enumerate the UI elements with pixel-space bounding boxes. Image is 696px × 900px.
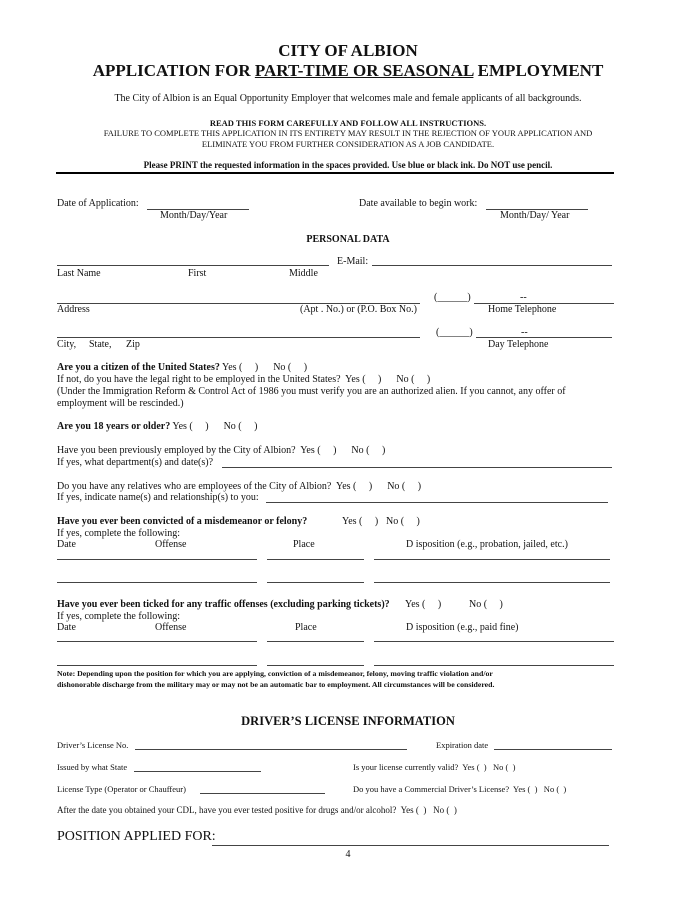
day-phone-dash: -- [521, 327, 528, 338]
date-available-hint: Month/Day/ Year [500, 210, 570, 221]
date-available-label: Date available to begin work: [359, 198, 478, 209]
traffic-row-1-offense[interactable] [85, 641, 257, 642]
zip-label: Zip [126, 339, 140, 350]
form-title: CITY OF ALBION [278, 41, 418, 60]
irca-note-line-1: (Under the Immigration Reform & Control Act of 1986 you must verify you are an authorized alien. If you cannot, any offer of [57, 386, 566, 397]
home-phone-dash: -- [520, 292, 527, 303]
day-phone-label: Day Telephone [488, 339, 549, 350]
last-name-label: Last Name [57, 268, 101, 279]
city-state-zip-field[interactable] [57, 337, 420, 338]
conviction-col-place: Place [293, 539, 315, 550]
middle-name-label: Middle [289, 268, 318, 279]
note-line-2: dishonorable discharge from the military may or may not be an automatic bar to employment. All circumstances will be considered. [57, 680, 495, 689]
warning-line-2: ELIMINATE YOU FROM FURTHER CONSIDERATION AS A JOB CANDIDATE. [201, 139, 495, 149]
age-options[interactable]: Yes ( ) No ( ) [172, 421, 258, 432]
traffic-col-disposition: D isposition (e.g., paid fine) [406, 622, 519, 633]
age-question [57, 421, 257, 432]
conviction-row-1-place[interactable] [267, 559, 364, 560]
date-of-application-hint: Month/Day/Year [160, 210, 228, 221]
traffic-col-date: Date [57, 622, 76, 633]
city-label: City, [57, 339, 77, 350]
instructions-heading: READ THIS FORM CAREFULLY AND FOLLOW ALL INSTRUCTIONS. [209, 118, 487, 128]
apt-label: (Apt . No.) or (P.O. Box No.) [300, 304, 417, 315]
header-divider [56, 172, 614, 174]
personal-data-heading: PERSONAL DATA [306, 234, 390, 245]
form-subtitle [0, 61, 696, 81]
traffic-row-1-disposition[interactable] [374, 641, 614, 642]
note-line-1: Note: Depending upon the position for which you are applying, conviction of a misdemeanor, felony, moving traffic violation and/or [57, 669, 493, 678]
citizen-question-text: Are you a citizen of the United States? [57, 362, 220, 373]
legal-right-question[interactable]: If not, do you have the legal right to be employed in the United States? Yes ( ) No ( ) [57, 374, 431, 385]
license-number-label: Driver’s License No. [57, 740, 129, 750]
position-applied-label: POSITION APPLIED FOR: [57, 829, 216, 844]
previous-employment-followup: If yes, what department(s) and date(s)? [57, 457, 214, 468]
license-type-field[interactable] [200, 793, 325, 794]
traffic-row-2-disposition[interactable] [374, 665, 614, 666]
conviction-row-2-place[interactable] [267, 582, 364, 583]
date-of-application-label: Date of Application: [57, 198, 139, 209]
citizen-question [57, 362, 307, 373]
print-instruction: Please PRINT the requested information in the spaces provided. Use blue or black ink. Do NOT use pencil. [143, 160, 553, 170]
traffic-no-option[interactable]: No ( ) [469, 599, 503, 610]
license-valid-question[interactable]: Is your license currently valid? Yes ( ) No ( ) [353, 762, 516, 772]
email-label: E-Mail: [337, 256, 369, 267]
age-question-text: Are you 18 years or older? [57, 421, 171, 432]
name-field[interactable] [57, 265, 329, 266]
state-label: State, [89, 339, 112, 350]
conviction-no-option[interactable]: No ( ) [386, 516, 420, 527]
previous-employment-field[interactable] [222, 467, 612, 468]
traffic-question [57, 599, 390, 610]
traffic-yes-option[interactable]: Yes ( ) [405, 599, 442, 610]
license-number-field[interactable] [135, 749, 407, 750]
expiration-date-field[interactable] [494, 749, 612, 750]
previous-employment-question[interactable]: Have you been previously employed by the City of Albion? Yes ( ) No ( ) [57, 445, 386, 456]
subtitle-suffix: EMPLOYMENT [473, 61, 604, 80]
conviction-row-2-disposition[interactable] [374, 582, 610, 583]
eoe-statement: The City of Albion is an Equal Opportunity Employer that welcomes male and female applicants of all backgrounds. [114, 93, 582, 104]
conviction-col-offense: Offense [155, 539, 187, 550]
issuing-state-label: Issued by what State [57, 762, 128, 772]
conviction-row-1-disposition[interactable] [374, 559, 610, 560]
conviction-row-1-offense[interactable] [85, 559, 257, 560]
traffic-row-2-place[interactable] [267, 665, 364, 666]
conviction-question-text: Have you ever been convicted of a misdemeanor or felony? [57, 516, 308, 527]
license-type-label: License Type (Operator or Chauffeur) [57, 784, 186, 794]
home-phone-label: Home Telephone [488, 304, 557, 315]
relatives-question[interactable]: Do you have any relatives who are employees of the City of Albion? Yes ( ) No ( ) [57, 481, 422, 492]
traffic-col-offense: Offense [155, 622, 187, 633]
license-heading: DRIVER’S LICENSE INFORMATION [241, 714, 455, 728]
conviction-yes-option[interactable]: Yes ( ) [342, 516, 379, 527]
email-field[interactable] [372, 265, 612, 266]
citizen-options[interactable]: Yes ( ) No ( ) [222, 362, 308, 373]
address-label: Address [57, 304, 90, 315]
relatives-field[interactable] [266, 502, 608, 503]
cdl-question[interactable]: Do you have a Commercial Driver’s License? Yes ( ) No ( ) [353, 784, 567, 794]
day-phone-field[interactable] [476, 337, 612, 338]
day-phone-area-code[interactable]: (______) [436, 327, 473, 338]
traffic-row-2-offense[interactable] [85, 665, 257, 666]
position-applied-field[interactable] [212, 845, 609, 846]
warning-line-1: FAILURE TO COMPLETE THIS APPLICATION IN ITS ENTIRETY MAY RESULT IN THE REJECTION OF YOUR APPLICATION AND [103, 128, 593, 138]
traffic-row-1-place[interactable] [267, 641, 364, 642]
traffic-col-place: Place [295, 622, 317, 633]
subtitle-underlined: PART-TIME OR SEASONAL [254, 61, 474, 80]
drug-test-question[interactable]: After the date you obtained your CDL, have you ever tested positive for drugs and/or alcohol? Yes ( ) No ( ) [57, 805, 457, 815]
traffic-question-text: Have you ever been ticked for any traffic offenses (excluding parking tickets)? [57, 599, 390, 610]
first-name-label: First [188, 268, 207, 279]
conviction-question [57, 516, 307, 527]
page-number: 4 [345, 849, 351, 860]
traffic-followup: If yes, complete the following: [57, 611, 181, 622]
conviction-col-date: Date [57, 539, 76, 550]
expiration-date-label: Expiration date [436, 740, 489, 750]
conviction-followup: If yes, complete the following: [57, 528, 181, 539]
subtitle-prefix: APPLICATION FOR [92, 61, 255, 80]
home-phone-area-code[interactable]: (______) [434, 292, 471, 303]
irca-note-line-2: employment will be rescinded.) [57, 398, 184, 409]
issuing-state-field[interactable] [134, 771, 261, 772]
relatives-followup: If yes, indicate name(s) and relationship(s) to you: [57, 492, 259, 503]
conviction-row-2-offense[interactable] [85, 582, 257, 583]
conviction-col-disposition: D isposition (e.g., probation, jailed, etc.) [406, 539, 568, 550]
